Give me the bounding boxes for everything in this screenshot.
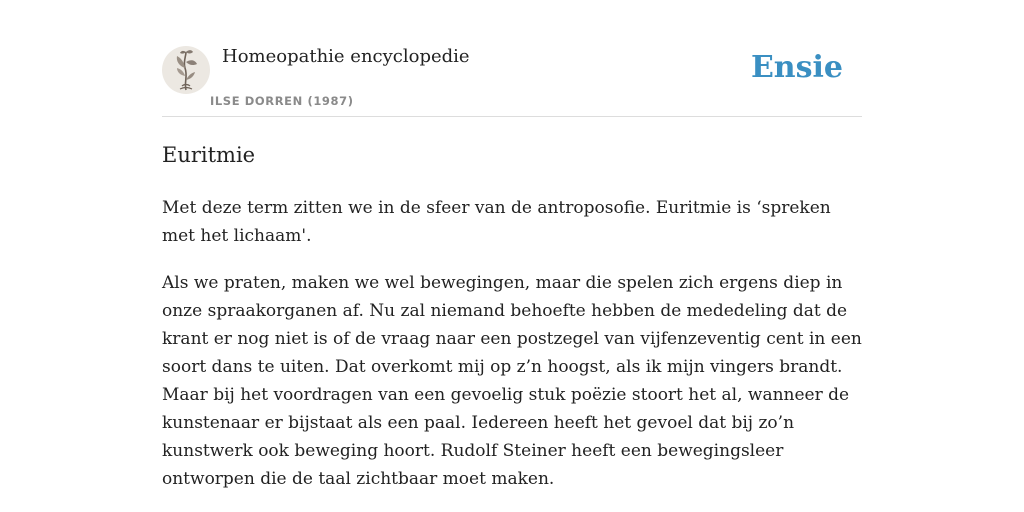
article-content: [162, 140, 864, 512]
article-paragraph: Met deze term zitten we in de sfeer van de antroposofie. Euritmie is ‘spreken met het lichaam'.: [162, 198, 831, 246]
book-header: [162, 44, 862, 117]
book-cover-avatar[interactable]: [162, 46, 210, 94]
ensie-logo-link[interactable]: Ensie: [750, 50, 843, 85]
entry-title: Euritmie: [162, 143, 256, 167]
author-label[interactable]: ILSE DORREN (1987): [210, 94, 354, 108]
book-title[interactable]: Homeopathie encyclopedie: [222, 46, 470, 67]
plant-illustration-icon: [162, 46, 210, 94]
article-paragraph: Als we praten, maken we wel bewegingen, maar die spelen zich ergens diep in onze spraakorganen af. Nu zal niemand behoefte hebben de mededeling dat de krant er nog niet is of de vraag naar een postzegel van vijfenzeventig cent in een soort dans te uiten. Dat overkomt mij op z’n hoogst, als ik mijn vingers brandt. Maar bij het voordragen van een gevoelig stuk poëzie stoort het al, wanneer de kunstenaar er bijstaat als een paal. Iedereen heeft het gevoel dat bij zo’n kunstwerk ook beweging hoort. Rudolf Steiner heeft een bewegingsleer ontworpen die de taal zichtbaar moet maken.: [162, 273, 862, 489]
